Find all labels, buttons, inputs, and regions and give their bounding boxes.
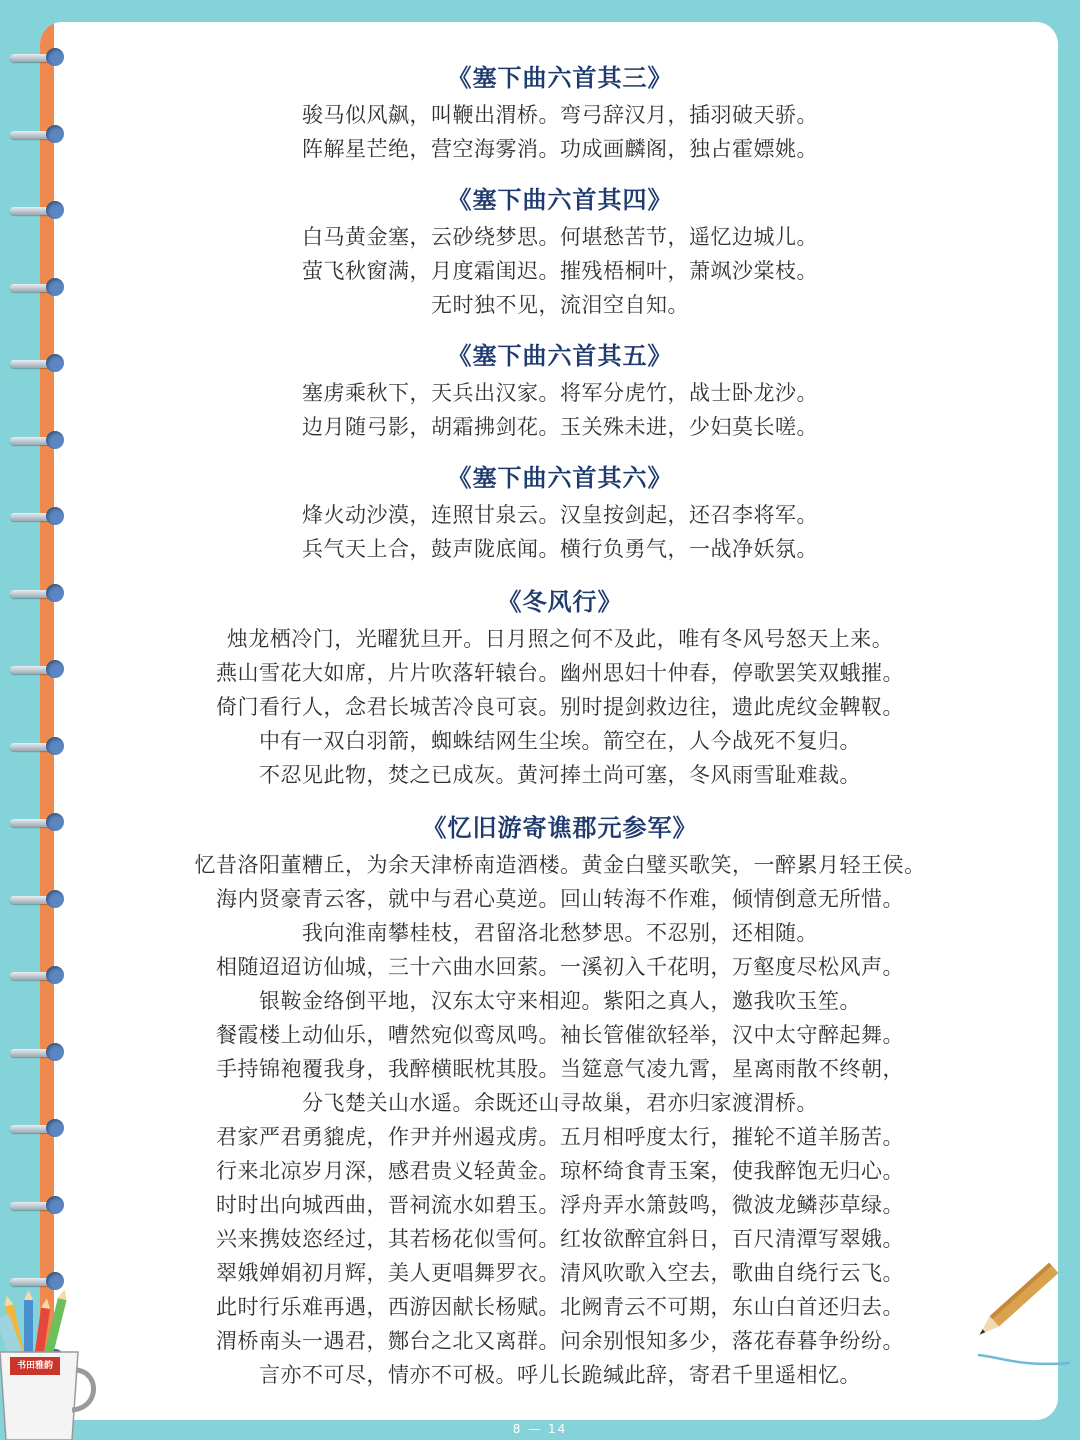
poem-line: 燕山雪花大如席，片片吹落轩辕台。幽州思妇十仲春，停歌罢笑双蛾摧。	[216, 661, 904, 685]
page-footer: 8 — 14	[512, 1422, 568, 1436]
poem-line: 无时独不见，流泪空自知。	[431, 293, 689, 317]
poem-line: 兵气天上合，鼓声陇底闻。横行负勇气，一战净妖氛。	[302, 537, 818, 561]
poem-line: 烛龙栖冷门，光曜犹旦开。日月照之何不及此，唯有冬风号怒天上来。	[226, 627, 894, 651]
poem-line: 行来北凉岁月深，感君贵义轻黄金。琼杯绮食青玉案，使我醉饱无归心。	[216, 1159, 904, 1183]
poem-gap	[60, 566, 1060, 582]
poem-line: 烽火动沙漠，连照甘泉云。汉皇按剑起，还召李将军。	[302, 503, 818, 527]
poem-title: 《塞下曲六首其三》	[447, 64, 673, 92]
poem-gap	[60, 444, 1060, 458]
poem-line: 边月随弓影，胡霜拂剑花。玉关殊未进，少妇莫长嗟。	[302, 415, 818, 439]
poem-line: 言亦不可尽，情亦不可极。呼儿长跪缄此辞，寄君千里遥相忆。	[259, 1363, 861, 1387]
poem-line: 忆昔洛阳董糟丘，为余天津桥南造酒楼。黄金白璧买歌笑，一醉累月轻王侯。	[194, 853, 926, 877]
poem-line: 中有一双白羽箭，蜘蛛结网生尘埃。箭空在，人今战死不复归。	[259, 729, 861, 753]
poem-title: 《塞下曲六首其四》	[447, 186, 673, 214]
poem-block	[60, 458, 1060, 566]
pencil-icon	[960, 1235, 1080, 1375]
cup-label: 书田雅韵	[10, 1357, 60, 1375]
poem-line: 餐霞楼上动仙乐，嘈然宛似鸾凤鸣。袖长管催欲轻举，汉中太守醉起舞。	[216, 1023, 904, 1047]
poem-title: 《塞下曲六首其六》	[447, 464, 673, 492]
poem-block	[60, 180, 1060, 322]
poem-title: 《塞下曲六首其五》	[447, 342, 673, 370]
poem-line: 倚门看行人，念君长城苦冷良可哀。别时提剑救边往，遗此虎纹金鞞靫。	[216, 695, 904, 719]
poem-line: 兴来携妓恣经过，其若杨花似雪何。红妆欲醉宜斜日，百尺清潭写翠娥。	[216, 1227, 904, 1251]
poem-line: 骏马似风飙，叫鞭出渭桥。弯弓辞汉月，插羽破天骄。	[302, 103, 818, 127]
poem-line: 手持锦袍覆我身，我醉横眠枕其股。当筵意气凌九霄，星离雨散不终朝，	[216, 1057, 904, 1081]
poem-line: 萤飞秋窗满，月度霜闺迟。摧残梧桐叶，萧飒沙棠枝。	[302, 259, 818, 283]
poem-gap	[60, 792, 1060, 808]
poem-line: 塞虏乘秋下，天兵出汉家。将军分虎竹，战士卧龙沙。	[302, 381, 818, 405]
poem-line: 阵解星芒绝，营空海雾消。功成画麟阁，独占霍嫖姚。	[302, 137, 818, 161]
poem-line: 白马黄金塞，云砂绕梦思。何堪愁苦节，遥忆边城儿。	[302, 225, 818, 249]
poem-line: 我向淮南攀桂枝，君留洛北愁梦思。不忍别，还相随。	[302, 921, 818, 945]
poem-line: 银鞍金络倒平地，汉东太守来相迎。紫阳之真人，邀我吹玉笙。	[259, 989, 861, 1013]
poem-title: 《忆旧游寄谯郡元参军》	[422, 814, 698, 842]
poem-line: 此时行乐难再遇，西游因献长杨赋。北阙青云不可期，东山白首还归去。	[216, 1295, 904, 1319]
poem-content	[60, 58, 1060, 1392]
poem-block	[60, 58, 1060, 166]
poem-line: 海内贤豪青云客，就中与君心莫逆。回山转海不作难，倾情倒意无所惜。	[216, 887, 904, 911]
poem-line: 相随迢迢访仙城，三十六曲水回萦。一溪初入千花明，万壑度尽松风声。	[216, 955, 904, 979]
pencil-illustration	[960, 1235, 1080, 1375]
poem-line: 不忍见此物，焚之已成灰。黄河捧土尚可塞，冬风雨雪耻难裁。	[259, 763, 861, 787]
poem-gap	[60, 166, 1060, 180]
poem-line: 渭桥南头一遇君，酂台之北又离群。问余别恨知多少，落花春暮争纷纷。	[216, 1329, 904, 1353]
poem-block	[60, 808, 1060, 1392]
poem-line: 翠娥婵娟初月辉，美人更唱舞罗衣。清风吹歌入空去，歌曲自绕行云飞。	[216, 1261, 904, 1285]
poem-block	[60, 336, 1060, 444]
poem-line: 君家严君勇貔虎，作尹并州遏戎虏。五月相呼度太行，摧轮不道羊肠苦。	[216, 1125, 904, 1149]
poem-line: 时时出向城西曲，晋祠流水如碧玉。浮舟弄水箫鼓鸣，微波龙鳞莎草绿。	[216, 1193, 904, 1217]
poem-block	[60, 582, 1060, 792]
poem-title: 《冬风行》	[497, 588, 623, 616]
poem-gap	[60, 322, 1060, 336]
poem-line: 分飞楚关山水遥。余既还山寻故巢，君亦归家渡渭桥。	[302, 1091, 818, 1115]
